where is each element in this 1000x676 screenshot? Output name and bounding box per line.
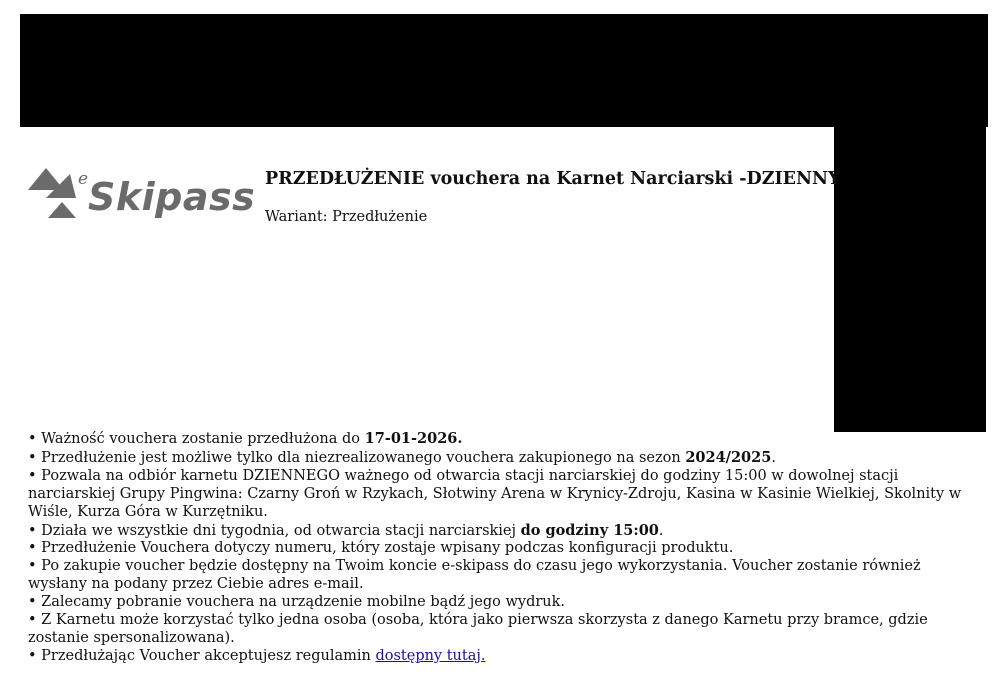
terms-link[interactable]: dostępny tutaj. xyxy=(375,647,486,664)
svg-text:e: e xyxy=(78,169,89,189)
bullet-marker: • xyxy=(28,647,37,664)
bullet-marker: • xyxy=(28,431,37,447)
redacted-banner xyxy=(20,14,988,127)
list-item-stations xyxy=(28,468,973,522)
bullet-marker: • xyxy=(28,612,37,629)
bullet-marker: • xyxy=(28,522,37,539)
list-item-download xyxy=(28,594,973,612)
bullet-marker: • xyxy=(28,449,37,466)
product-description-list xyxy=(28,430,973,666)
list-item-terms xyxy=(28,648,973,666)
list-item-text: Pozwala na odbiór karnetu DZIENNEGO ważnego od otwarcia stacji narciarskiej do godziny 15:00 w dowolnej stacji narciarskiej Grupy Pingwina: Czarny Groń w Rzykach, Słotwiny Arena w Krynicy-Zdroju, Kasina w Kasinie Wielkiej, Skolnity w Wiśle, Kurza Góra w Kurzętniku. xyxy=(28,467,962,520)
validity-date: 17-01-2026. xyxy=(364,430,463,447)
bullet-marker: • xyxy=(28,467,37,484)
list-item-text: Działa we wszystkie dni tygodnia, od otwarcia stacji narciarskiej xyxy=(41,522,521,539)
list-item-validity xyxy=(28,430,973,449)
list-item-account xyxy=(28,558,973,594)
list-item-number xyxy=(28,540,973,558)
season-label: 2024/2025 xyxy=(685,448,772,466)
triangles-logo-icon xyxy=(26,160,256,226)
svg-text:Skipass: Skipass xyxy=(88,175,256,219)
list-item-text: Ważność vouchera zostanie przedłużona do xyxy=(41,431,365,447)
list-item-text: Przedłużenie jest możliwe tylko dla niezrealizowanego vouchera zakupionego na sezon xyxy=(41,449,686,466)
list-item-text: Przedłużając Voucher akceptujesz regulamin xyxy=(41,647,376,664)
hours-label: do godziny 15:00 xyxy=(520,521,659,539)
list-item-text: Po zakupie voucher będzie dostępny na Twoim koncie e-skipass do czasu jego wykorzystania. Voucher zostanie również wysłany na podany przez Ciebie adres e-mail. xyxy=(28,558,921,593)
list-item-single-person xyxy=(28,612,973,648)
redacted-image xyxy=(834,127,986,432)
list-item-hours: • Działa we wszystkie dni tygodnia, od otwarcia stacji narciarskiej do godziny 15:00. xyxy=(28,521,664,539)
bullet-marker: • xyxy=(28,540,37,557)
variant-label: Wariant: Przedłużenie xyxy=(265,209,428,225)
list-item-text: Przedłużenie Vouchera dotyczy numeru, który zostaje wpisany podczas konfiguracji produktu. xyxy=(41,540,734,557)
product-title: PRZEDŁUŻENIE vouchera na Karnet Narciarski -DZIENNY xyxy=(265,169,841,189)
list-item-season: • Przedłużenie jest możliwe tylko dla niezrealizowanego vouchera zakupionego na sezon 2024/2025. xyxy=(28,448,776,466)
bullet-marker: • xyxy=(28,558,37,575)
bullet-marker: • xyxy=(28,594,37,611)
list-item-text: Z Karnetu może korzystać tylko jedna osoba (osoba, która jako pierwsza skorzysta z danego Karnetu przy bramce, gdzie zostanie spersonalizowana). xyxy=(28,612,928,646)
list-item-text: Zalecamy pobranie vouchera na urządzenie mobilne bądź jego wydruk. xyxy=(41,594,566,611)
eskipass-logo xyxy=(26,160,256,226)
